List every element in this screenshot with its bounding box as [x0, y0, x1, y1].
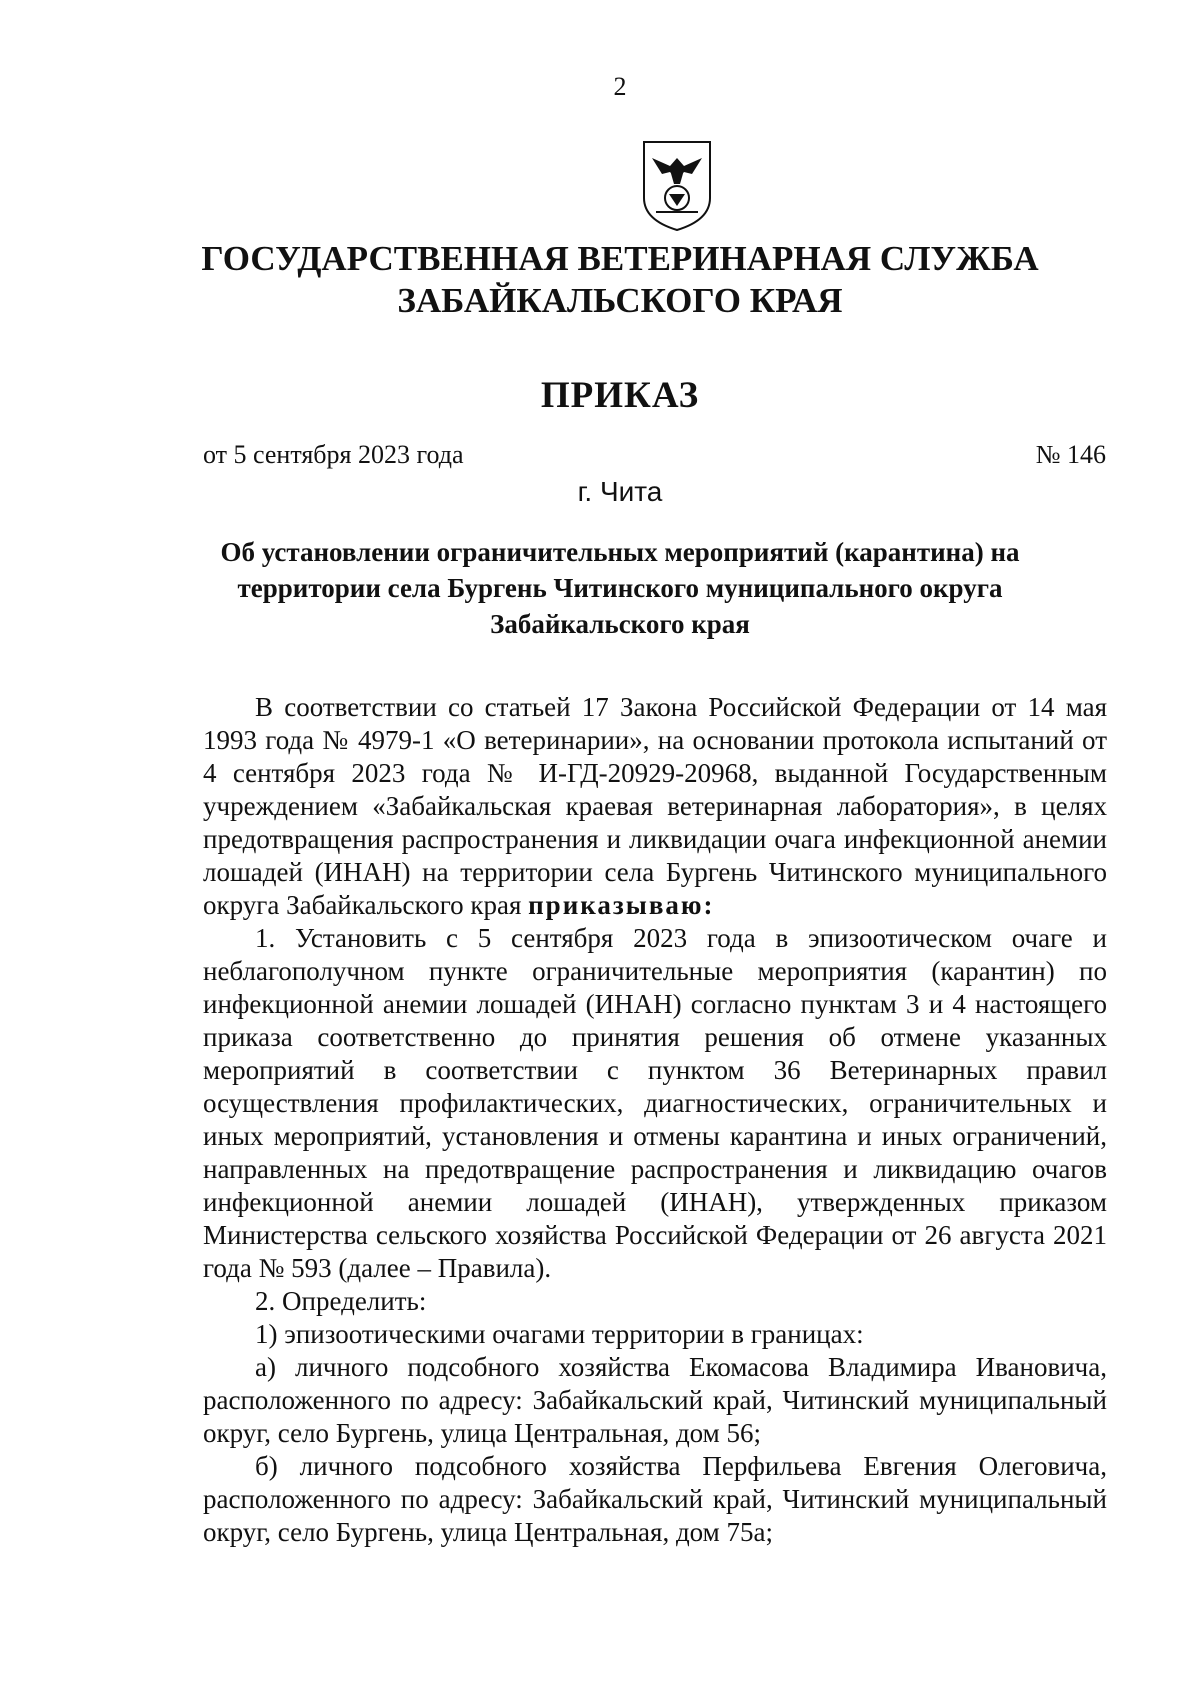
document-body [203, 691, 1107, 1549]
preamble-paragraph [203, 691, 1107, 922]
document-type: ПРИКАЗ [540, 375, 700, 416]
item-1-paragraph: 1. Установить с 5 сентября 2023 года в эпизоотическом очаге и неблагополучном пункте ограничительные мероприятия (карантин) по инфекционной анемии лошадей (ИНАН) согласно пунктам 3 и 4 настоящего приказа соответственно до принятия решения об отмене указанных мероприятий в соответствии с пунктом 36 Ветеринарных правил осуществления профилактических, диагностических, ограничительных и иных мероприятий, установления и отмены карантина и иных ограничений, направленных на предотвращение распространения и ликвидацию очагов инфекционной анемии лошадей (ИНАН), утвержденных приказом Министерства сельского хозяйства Российской Федерации от 26 августа 2021 года № 593 (далее – Правила). [203, 923, 1107, 1283]
item-2-1-paragraph: 1) эпизоотическими очагами территории в границах: [255, 1319, 864, 1349]
organization-name-line2: ЗАБАЙКАЛЬСКОГО КРАЯ [397, 281, 843, 320]
document-title [200, 534, 1040, 642]
page-number: 2 [613, 72, 627, 101]
document-title-line1: Об установлении ограничительных мероприятий (карантина) на [220, 537, 1020, 567]
organization-name [0, 238, 1200, 322]
item-2-1-a-paragraph: а) личного подсобного хозяйства Екомасова Владимира Ивановича, расположенного по адресу: Забайкальский край, Читинский муниципальный округ, село Бургень, улица Центральная, дом 56; [203, 1352, 1107, 1448]
item-2-paragraph: 2. Определить: [255, 1286, 427, 1316]
item-2-1-b-paragraph: б) личного подсобного хозяйства Перфильева Евгения Олеговича, расположенного по адресу: Забайкальский край, Читинский муниципальный округ, село Бургень, улица Центральная, дом 75а; [203, 1451, 1107, 1547]
document-title-line2: территории села Бургень Читинского муниципального округа [237, 573, 1003, 603]
document-number: № 146 [1035, 440, 1106, 469]
document-city: г. Чита [577, 476, 663, 507]
preamble-text: В соответствии со статьей 17 Закона Российской Федерации от 14 мая 1993 года № 4979-1 «О ветеринарии», на основании протокола испытаний от 4 сентября 2023 года № И-ГД-20929-20968, выданной Государственным учреждением «Забайкальская краевая ветеринарная лаборатория», в целях предотвращения распространения и ликвидации очага инфекционной анемии лошадей (ИНАН) на территории села Бургень Читинского муниципального округа Забайкальского края [203, 692, 1107, 920]
coat-of-arms-emblem [638, 140, 716, 232]
order-word: приказываю: [528, 890, 715, 920]
document-title-line3: Забайкальского края [490, 609, 750, 639]
organization-name-line1: ГОСУДАРСТВЕННАЯ ВЕТЕРИНАРНАЯ СЛУЖБА [201, 239, 1039, 278]
document-date: от 5 сентября 2023 года [203, 440, 464, 469]
